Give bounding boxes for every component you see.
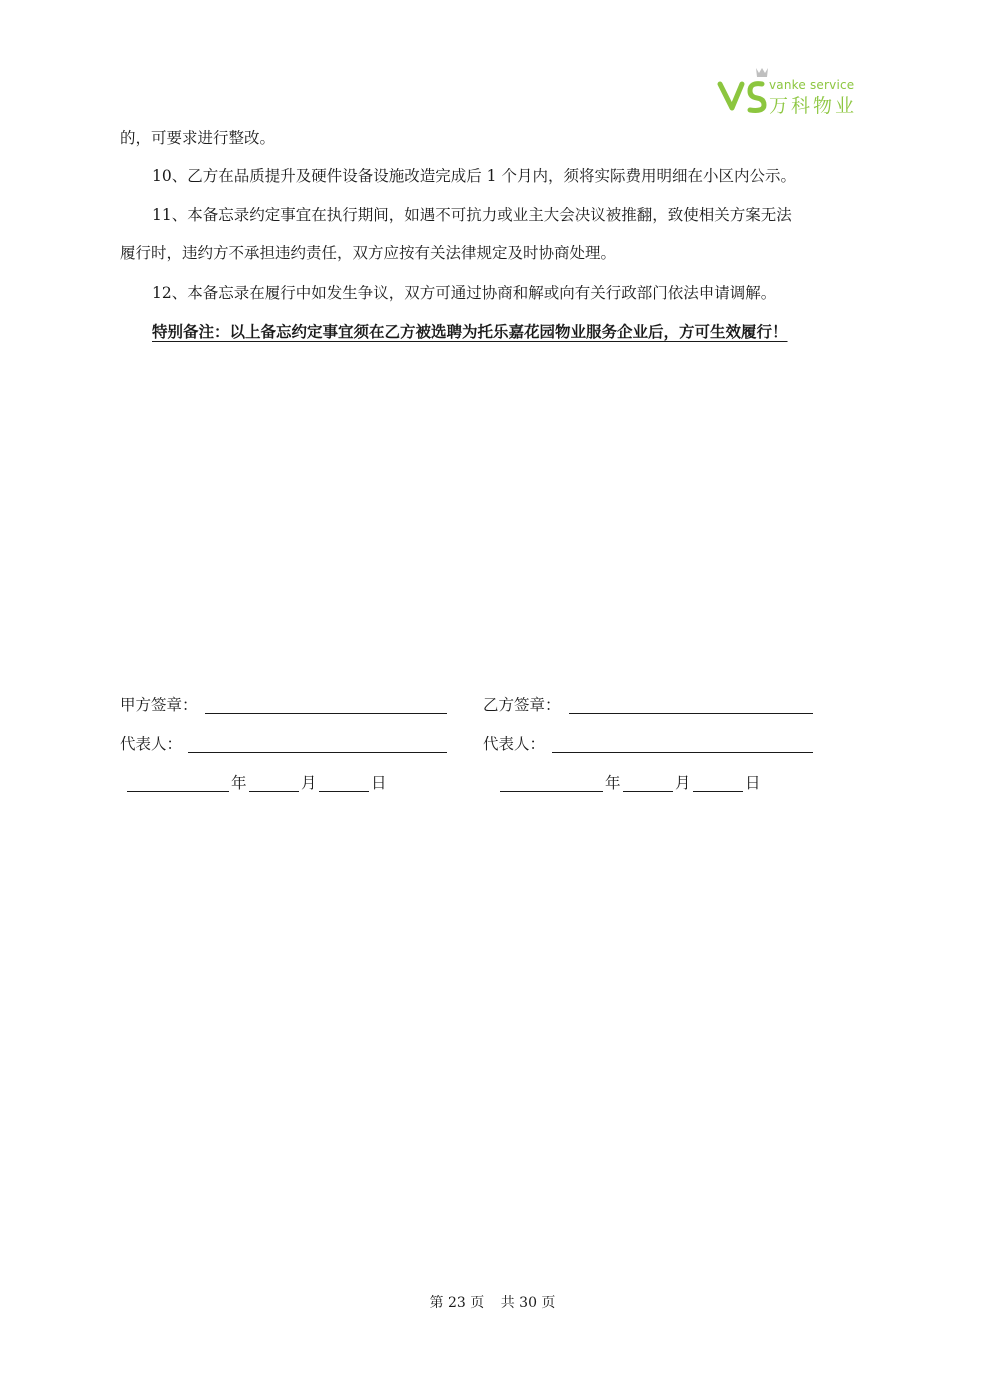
date-a-year-label: 年 bbox=[231, 774, 247, 792]
page-number: 第 23 页 bbox=[429, 1295, 485, 1311]
vs-logo-mark-icon bbox=[720, 84, 764, 111]
party-b-seal-line[interactable] bbox=[569, 713, 813, 714]
representative-a-label: 代表人： bbox=[120, 735, 183, 753]
date-a-month-label: 月 bbox=[301, 774, 317, 792]
party-b-seal-label: 乙方签章： bbox=[483, 696, 561, 714]
date-a-day-label: 日 bbox=[371, 774, 387, 792]
clause-11: 11、本备忘录约定事宜在执行期间，如遇不可抗力或业主大会决议被推翻，致使相关方案无法 bbox=[152, 206, 792, 224]
representative-b-line[interactable] bbox=[552, 752, 813, 753]
representative-a-line[interactable] bbox=[188, 752, 447, 753]
date-b-year-label: 年 bbox=[605, 774, 621, 792]
page-footer bbox=[0, 1292, 985, 1312]
party-a-seal-line[interactable] bbox=[205, 713, 447, 714]
date-b-month-line[interactable] bbox=[623, 791, 673, 792]
special-note: 特别备注：以上备忘约定事宜须在乙方被选聘为托乐嘉花园物业服务企业后，方可生效履行！ bbox=[152, 322, 788, 341]
clause-11-continued: 履行时，违约方不承担违约责任，双方应按有关法律规定及时协商处理。 bbox=[120, 244, 617, 262]
date-b-day-line[interactable] bbox=[693, 791, 743, 792]
logo-chinese-text: 万科物业 bbox=[769, 95, 858, 117]
date-a-year-line[interactable] bbox=[127, 791, 229, 792]
clause-12: 12、本备忘录在履行中如发生争议，双方可通过协商和解或向有关行政部门依法申请调解。 bbox=[152, 284, 777, 302]
party-a-seal-label: 甲方签章： bbox=[120, 696, 198, 714]
date-a-day-line[interactable] bbox=[319, 791, 369, 792]
date-b-day-label: 日 bbox=[745, 774, 761, 792]
body-line-1: 的，可要求进行整改。 bbox=[120, 129, 276, 147]
page-total: 共 30 页 bbox=[500, 1295, 556, 1311]
date-a-month-line[interactable] bbox=[249, 791, 299, 792]
date-b-month-label: 月 bbox=[675, 774, 691, 792]
logo-english-text: vanke service bbox=[769, 78, 855, 92]
clause-10: 10、乙方在品质提升及硬件设备设施改造完成后 1 个月内，须将实际费用明细在小区内公示。 bbox=[152, 167, 796, 185]
crown-icon bbox=[756, 68, 768, 77]
representative-b-label: 代表人： bbox=[483, 735, 546, 753]
date-b-year-line[interactable] bbox=[500, 791, 603, 792]
